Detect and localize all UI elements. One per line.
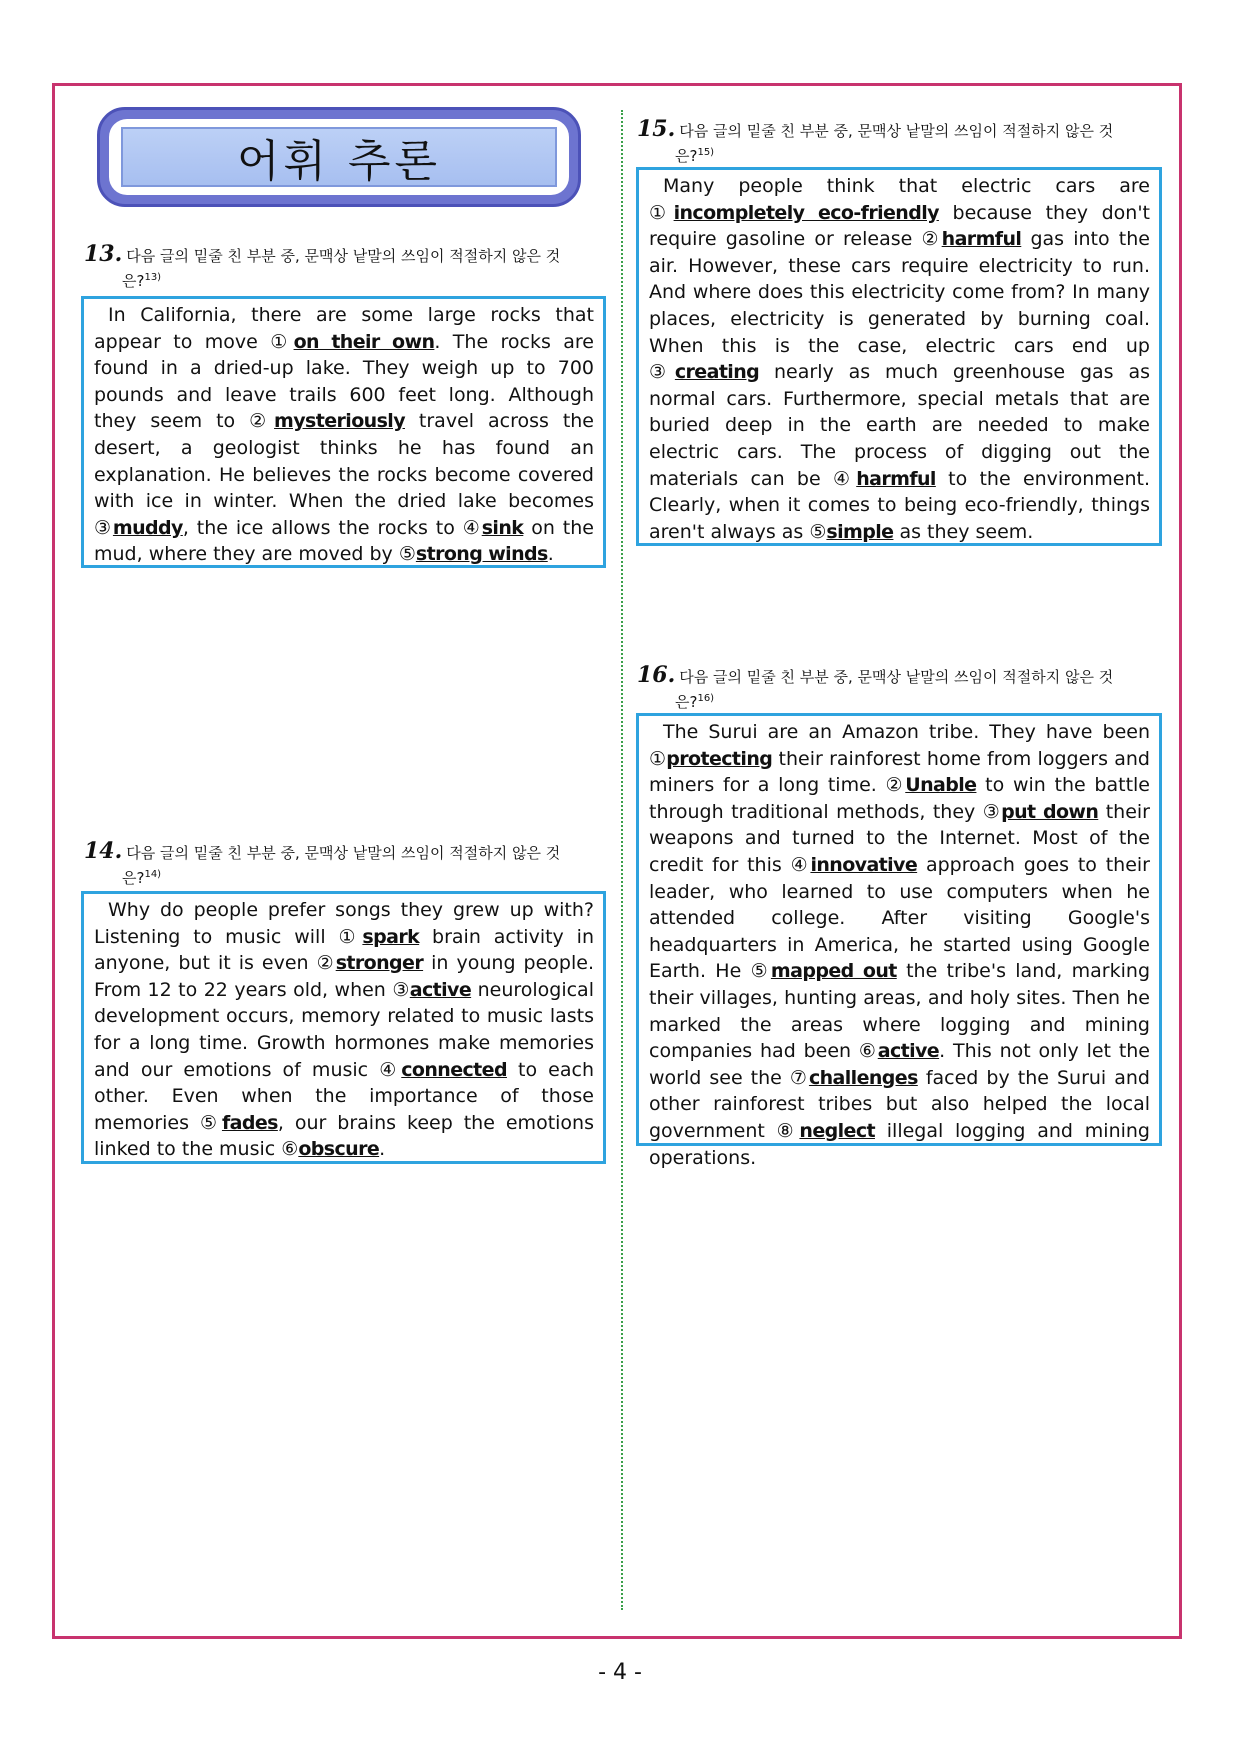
underlined-choice: mysteriously [274, 410, 405, 433]
question-13-prompt: 다음 글의 밑줄 친 부분 중, 문맥상 낱말의 쓰임이 적절하지 않은 것 [126, 247, 561, 265]
page-number: - 4 - [598, 1660, 642, 1685]
underlined-choice: obscure [298, 1138, 380, 1161]
question-14-footnote: 14) [144, 869, 162, 880]
question-16-number: 16. [637, 662, 676, 688]
passage-text: to each other. Even when the importance of those memories [94, 1058, 594, 1134]
choice-marker: ① [649, 201, 674, 224]
underlined-choice: fades [221, 1111, 278, 1134]
underlined-choice: strong winds [415, 543, 548, 566]
underlined-choice: mapped out [770, 960, 897, 983]
question-16-passage [636, 713, 1162, 1169]
passage-text: because they don't require gasoline or release [649, 201, 1150, 251]
section-title-banner [97, 107, 581, 207]
underlined-choice: harmful [856, 467, 936, 490]
question-14-number: 14. [84, 838, 123, 864]
question-15-number: 15. [637, 116, 676, 142]
passage-text: neurological development occurs, memory related to music lasts for a long time. Growth hormones make memories and our emotions of music [94, 978, 594, 1081]
question-15-passage [636, 167, 1162, 546]
column-divider [621, 110, 623, 1610]
question-14-header [84, 840, 608, 889]
choice-marker: ⑥ [858, 1040, 878, 1063]
question-14-prompt: 다음 글의 밑줄 친 부분 중, 문맥상 낱말의 쓰임이 적절하지 않은 것 [126, 844, 561, 862]
underlined-choice: put down [1001, 800, 1099, 823]
choice-marker: ⑤ [398, 543, 416, 566]
question-15-prompt: 다음 글의 밑줄 친 부분 중, 문맥상 낱말의 쓰임이 적절하지 않은 것 [679, 122, 1114, 140]
passage-text: travel across the desert, a geologist thinks he has found an explanation. He believes the rocks become covered with ice in winter. When the dried lake becomes [94, 410, 594, 513]
passage-text: approach goes to their leader, who learned to use computers when he attended college. After visiting Google's headquarters in America, he started using Google Earth. He [649, 853, 1150, 983]
question-15-prompt-end: 은? [675, 147, 698, 165]
choice-marker: ④ [790, 853, 811, 876]
question-15-header [637, 118, 1161, 167]
choice-marker: ③ [982, 800, 1002, 823]
choice-marker: ② [249, 410, 275, 433]
passage-text: their weapons and turned to the Internet. Most of the credit for this [649, 800, 1150, 876]
underlined-choice: on their own [293, 330, 435, 353]
choice-marker: ⑤ [809, 520, 827, 543]
question-14-prompt-end: 은? [122, 869, 145, 887]
underlined-choice: innovative [810, 853, 918, 876]
passage-text: in young people. From 12 to 22 years old, when [94, 952, 594, 1001]
question-15-footnote: 15) [697, 147, 715, 158]
passage-text: gas into the air. However, these cars require electricity to run. And where does this electricity come from? In many places, electricity is generated by burning coal. When this is the case, electric cars end up [649, 228, 1150, 357]
passage-text: to the environment. Clearly, when it comes to being eco-friendly, things aren't always as [649, 467, 1150, 543]
passage-text: the tribe's land, marking their villages, hunting areas, and holy sites. Then he marked the areas where logging and mining companies had been [649, 960, 1150, 1063]
choice-marker: ⑧ [776, 1119, 800, 1142]
passage-text: . The rocks are found in a dried-up lake. They weigh up to 700 pounds and leave trails 600 feet long. Although they seem to [94, 330, 595, 433]
passage-text: . [547, 543, 554, 566]
choice-marker: ② [885, 774, 906, 797]
passage-text: . [379, 1138, 386, 1161]
underlined-choice: creating [674, 361, 760, 384]
passage-text: faced by the Surui and other rainforest tribes but also helped the local government [649, 1066, 1150, 1142]
choice-marker: ③ [649, 361, 675, 384]
choice-marker: ② [921, 228, 942, 251]
passage-text: . This not only let the world see the [649, 1040, 1150, 1089]
choice-marker: ③ [94, 516, 113, 539]
section-title-frame [109, 119, 569, 195]
choice-marker: ④ [832, 467, 857, 490]
choice-marker: ④ [379, 1058, 402, 1081]
underlined-choice: connected [401, 1058, 507, 1081]
question-14-passage [81, 891, 606, 1164]
choice-marker: ① [338, 925, 363, 948]
question-16-header [637, 664, 1161, 713]
choice-marker: ① [649, 747, 667, 770]
question-13-footnote: 13) [144, 272, 162, 283]
question-13-text [94, 302, 594, 568]
question-14-text [94, 897, 594, 1163]
underlined-choice: harmful [941, 228, 1022, 251]
passage-text: nearly as much greenhouse gas as normal cars. Furthermore, special metals that are buried deep in the earth are needed to make electric cars. The process of digging out the materials can be [649, 361, 1150, 490]
choice-marker: ⑦ [789, 1066, 809, 1089]
passage-text: In California, there are some large rocks that appear to move [94, 304, 594, 353]
underlined-choice: neglect [799, 1119, 875, 1142]
question-13-passage [81, 296, 606, 568]
question-13-number: 13. [84, 241, 123, 267]
underlined-choice: incompletely eco-friendly [673, 201, 939, 224]
underlined-choice: sink [481, 516, 524, 539]
question-16-prompt: 다음 글의 밑줄 친 부분 중, 문맥상 낱말의 쓰임이 적절하지 않은 것 [679, 668, 1114, 686]
choice-marker: ⑤ [199, 1111, 222, 1134]
question-16-footnote: 16) [697, 693, 715, 704]
question-13-header [84, 243, 608, 292]
underlined-choice: muddy [112, 516, 183, 539]
question-16-text [649, 719, 1150, 1171]
choice-marker: ⑥ [281, 1138, 299, 1161]
underlined-choice: stronger [335, 952, 424, 975]
choice-marker: ④ [462, 516, 482, 539]
question-13-prompt-end: 은? [122, 272, 145, 290]
section-title: 어휘 추론 [121, 127, 557, 187]
question-15-text [649, 173, 1150, 545]
underlined-choice: challenges [808, 1066, 918, 1089]
passage-text: brain activity in anyone, but it is even [94, 925, 594, 975]
passage-text: their rainforest home from loggers and miners for a long time. [649, 747, 1150, 797]
choice-marker: ② [316, 952, 336, 975]
underlined-choice: active [877, 1040, 940, 1063]
passage-text: on the mud, where they are moved by [94, 516, 594, 566]
choice-marker: ① [270, 330, 294, 353]
question-16-prompt-end: 은? [675, 693, 698, 711]
underlined-choice: Unable [905, 774, 977, 797]
passage-text: , the ice allows the rocks to [182, 516, 463, 539]
passage-text: as they seem. [893, 520, 1034, 543]
passage-text: illegal logging and mining operations. [649, 1119, 1150, 1169]
passage-text: Many people think that electric cars are [663, 175, 1150, 197]
passage-text: to win the battle through traditional methods, they [649, 774, 1150, 823]
underlined-choice: spark [362, 925, 420, 948]
underlined-choice: simple [826, 520, 894, 543]
passage-text: , our brains keep the emotions linked to the music [94, 1111, 594, 1161]
choice-marker: ③ [392, 978, 410, 1001]
passage-text: Why do people prefer songs they grew up with? Listening to music will [94, 899, 594, 948]
underlined-choice: active [409, 978, 472, 1001]
choice-marker: ⑤ [750, 960, 771, 983]
passage-text: The Surui are an Amazon tribe. They have been [663, 721, 1150, 743]
underlined-choice: protecting [666, 747, 773, 770]
